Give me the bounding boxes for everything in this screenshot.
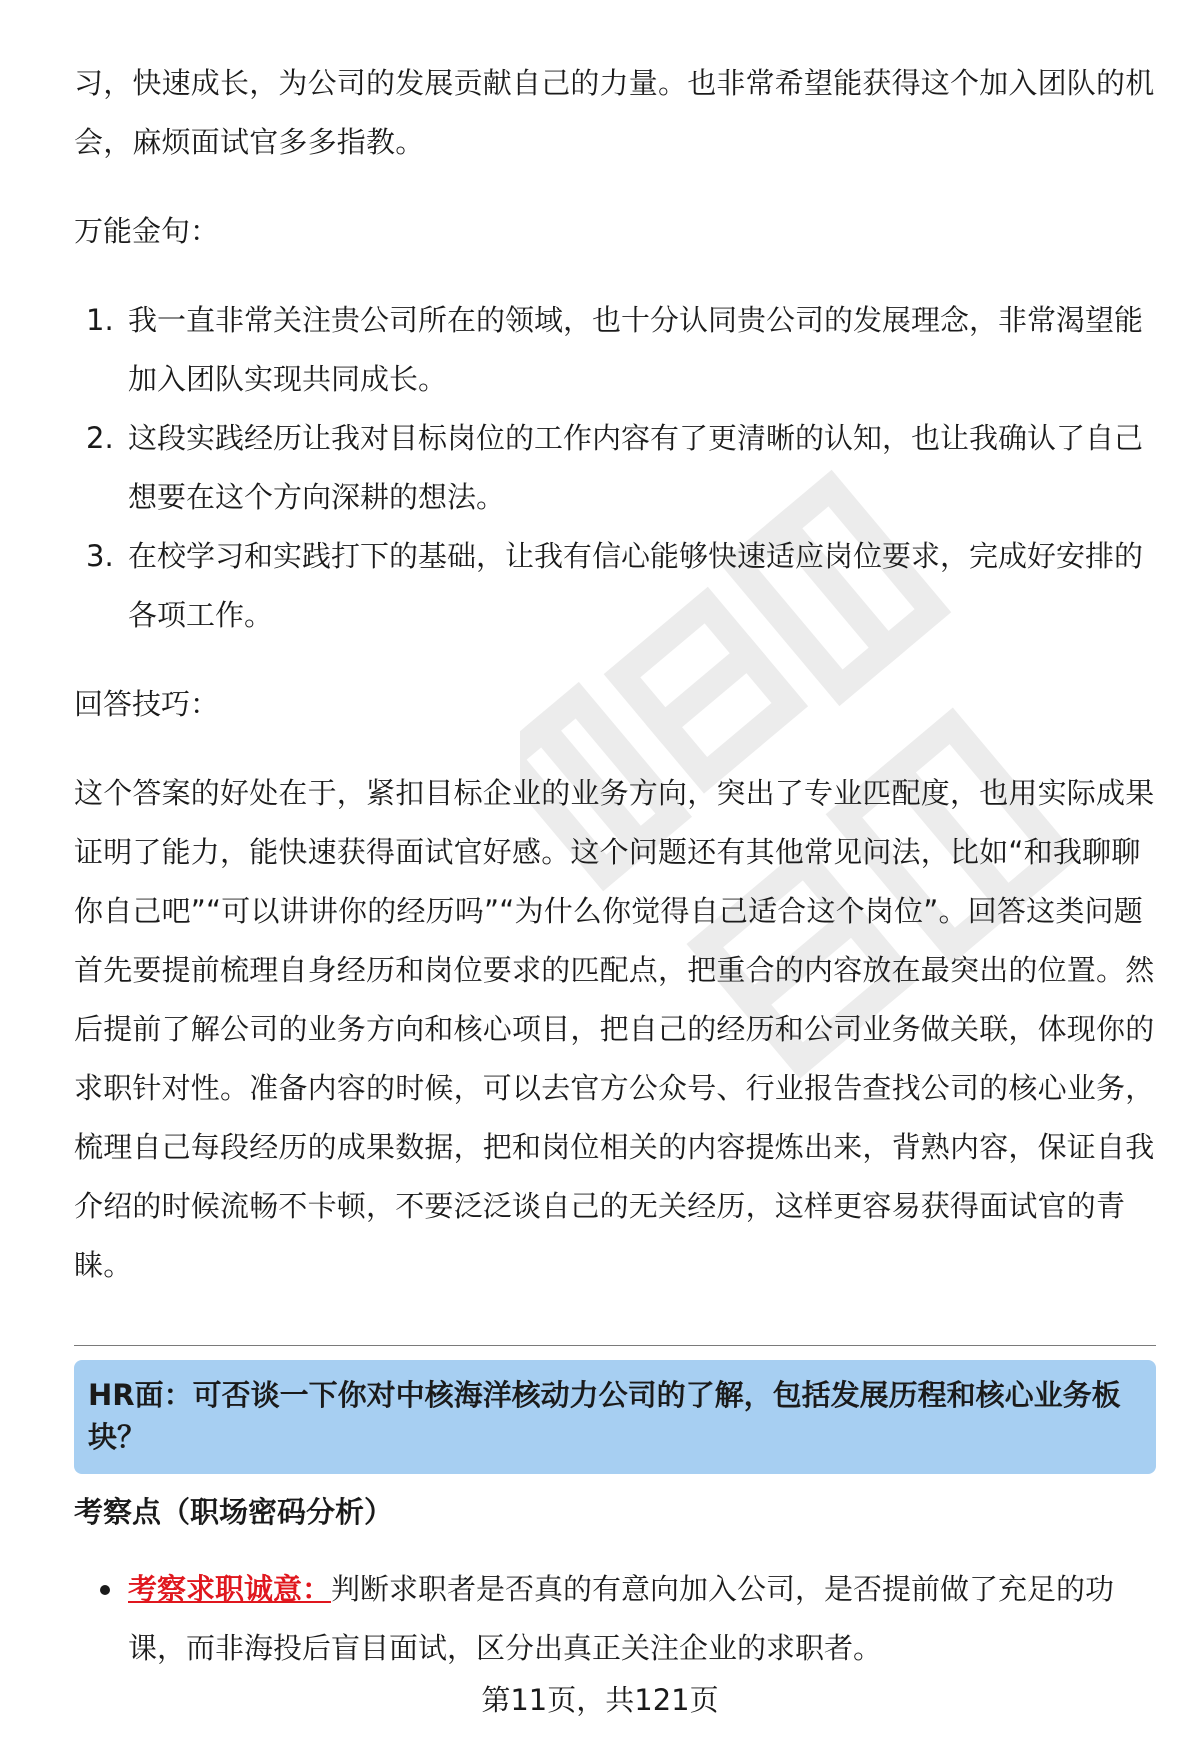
list-item: [74, 1560, 1156, 1678]
analysis-heading: 考察点（职场密码分析）: [74, 1495, 394, 1529]
golden-sentences-heading: 万能金句：: [74, 214, 220, 248]
hr-question-box: [74, 1360, 1156, 1474]
analysis-points-list: [74, 1560, 1156, 1678]
page-number: 第11页，共121页: [481, 1683, 719, 1717]
answer-tips-heading: 回答技巧：: [74, 687, 220, 721]
answer-tips-body: 这个答案的好处在于，紧扣目标企业的业务方向，突出了专业匹配度，也用实际成果证明了能力，能快速获得面试官好感。这个问题还有其他常见问法，比如“和我聊聊你自己吧”“可以讲讲你的经历吗”“为什么你觉得自己适合这个岗位”。回答这类问题首先要提前梳理自身经历和岗位要求的匹配点，把重合的内容放在最突出的位置。然后提前了解公司的业务方向和核心项目，把自己的经历和公司业务做关联，体现你的求职针对性。准备内容的时候，可以去官方公众号、行业报告查找公司的核心业务，梳理自己每段经历的成果数据，把和岗位相关的内容提炼出来，背熟内容，保证自我介绍的时候流畅不卡顿，不要泛泛谈自己的无关经历，这样更容易获得面试官的青睐。: [74, 776, 1155, 1282]
list-item-number: 3.: [86, 539, 114, 573]
point-key: 考察求职诚意：: [128, 1572, 332, 1606]
golden-sentences-list: [74, 291, 1156, 645]
hr-question-text: HR面：可否谈一下你对中核海洋核动力公司的了解，包括发展历程和核心业务板块？: [88, 1378, 1121, 1454]
list-item: [74, 409, 1156, 527]
section-divider: [74, 1345, 1156, 1346]
list-item-text: 我一直非常关注贵公司所在的领域，也十分认同贵公司的发展理念，非常渴望能加入团队实现共同成长。: [128, 303, 1144, 396]
document-page: [74, 54, 1156, 1678]
point-text: 判断求职者是否真的有意向加入公司，是否提前做了充足的功课，而非海投后盲目面试，区分出真正关注企业的求职者。: [128, 1572, 1115, 1665]
list-item: [74, 527, 1156, 645]
list-item-text: 在校学习和实践打下的基础，让我有信心能够快速适应岗位要求，完成好安排的各项工作。: [128, 539, 1144, 632]
intro-continuation: 习，快速成长，为公司的发展贡献自己的力量。也非常希望能获得这个加入团队的机会，麻烦面试官多多指教。: [74, 66, 1155, 159]
bullet-icon: [100, 1585, 110, 1595]
list-item: [74, 291, 1156, 409]
list-item-text: 这段实践经历让我对目标岗位的工作内容有了更清晰的认知，也让我确认了自己想要在这个方向深耕的想法。: [128, 421, 1144, 514]
list-item-number: 1.: [86, 303, 114, 337]
list-item-number: 2.: [86, 421, 114, 455]
